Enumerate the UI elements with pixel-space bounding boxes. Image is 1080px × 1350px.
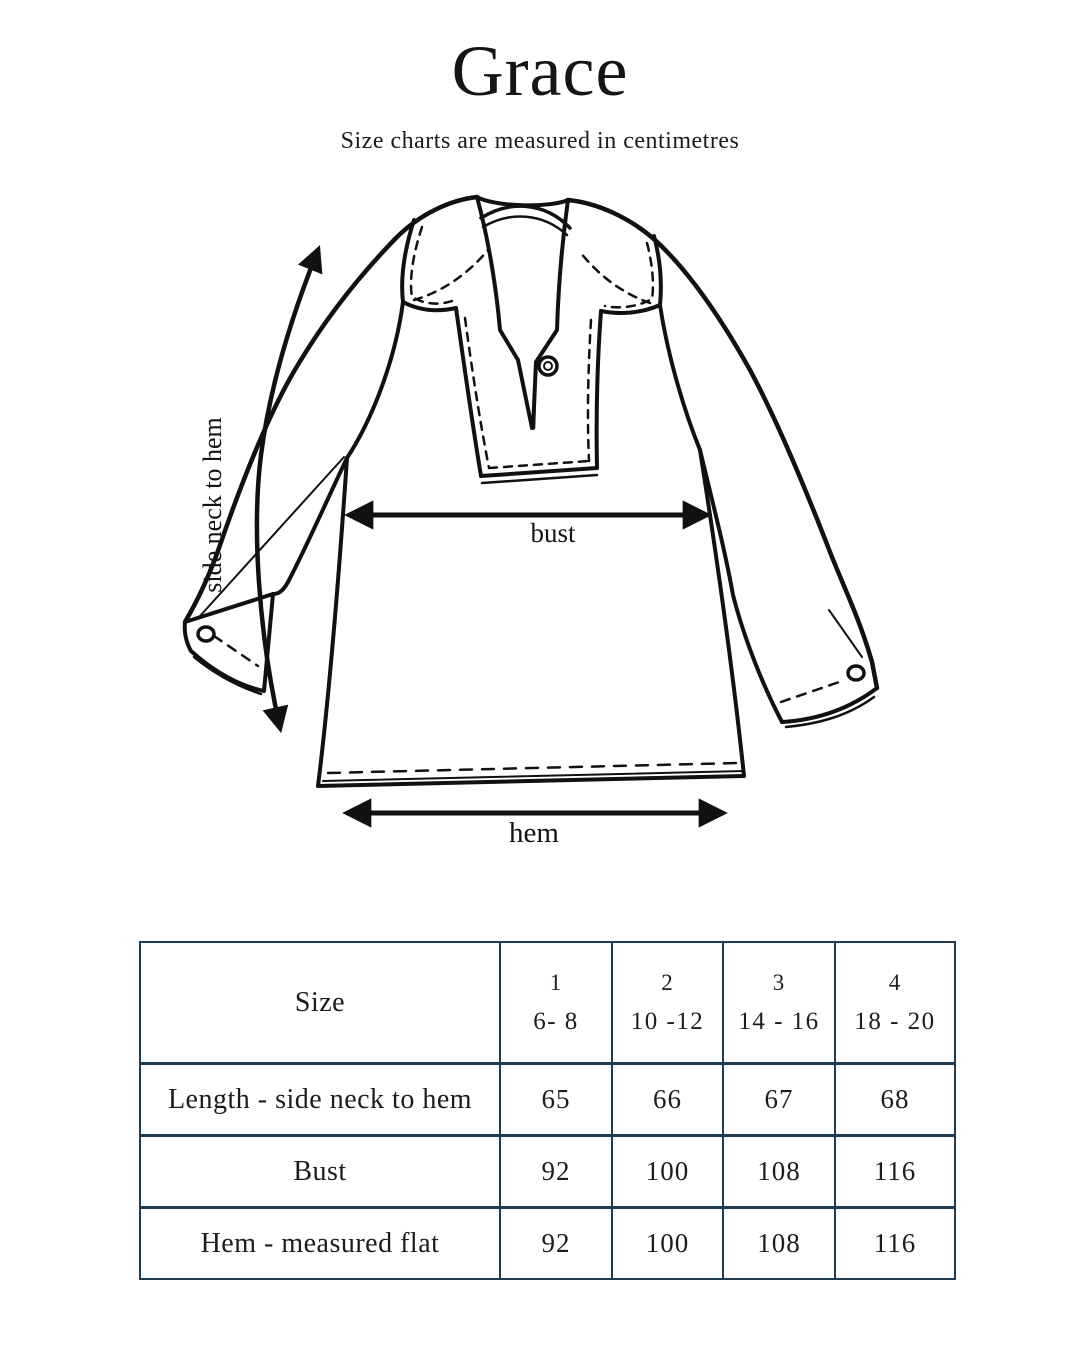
left-sleeve-inner-edge: [273, 458, 347, 594]
size-4-range: 18 - 20: [854, 1007, 936, 1035]
left-cuff-eyelet: [198, 627, 214, 641]
neckline-right: [533, 200, 568, 428]
hem-measure-label: hem: [509, 817, 559, 849]
length-size3-value: 67: [764, 1084, 794, 1114]
size-column-3: [723, 942, 835, 1064]
bust-size1-value: 92: [541, 1156, 571, 1186]
size-table-header-row: [140, 942, 955, 1064]
size-2-number: 2: [661, 969, 674, 995]
right-armhole-seam: [660, 305, 700, 450]
size-header-label: Size: [294, 986, 346, 1018]
garment-outline: [185, 197, 877, 786]
size-table: [139, 941, 956, 1280]
size-column-2: [612, 942, 723, 1064]
collar-right-shoulder-stitching: [580, 252, 650, 303]
button-loop: [539, 357, 557, 375]
bust-row-label: Bust: [293, 1155, 347, 1187]
bust-measure-label: bust: [530, 518, 576, 548]
button-loop-inner: [544, 362, 552, 370]
garment-drawing-svg: [0, 170, 1080, 870]
hem-size4-value: 116: [873, 1228, 917, 1258]
page-title: Grace: [451, 31, 629, 111]
right-cuff-stitching: [781, 680, 845, 702]
bib-right-edge: [597, 311, 601, 468]
back-collar-inner-edge: [483, 217, 567, 235]
neckline-left: [477, 197, 532, 428]
hem-stitching: [328, 763, 738, 773]
garment-diagram: [0, 170, 1080, 870]
length-measure-arrow: [257, 250, 318, 728]
size-header-cell: [140, 942, 500, 1064]
size-3-number: 3: [772, 969, 786, 995]
bib-bottom-edge: [481, 468, 597, 476]
measurement-annotations: [257, 250, 722, 813]
bust-size2-value: 100: [645, 1156, 690, 1186]
collar-right-stitching: [605, 243, 653, 307]
neckline-top-edge: [477, 197, 568, 205]
table-row-hem: [140, 1208, 955, 1280]
collar-left-stitching: [411, 227, 452, 304]
left-armhole-seam: [347, 302, 403, 458]
bust-size4-value: 116: [873, 1156, 917, 1186]
bust-size3-value: 108: [757, 1156, 801, 1186]
length-measure-label: side neck to hem: [198, 417, 227, 593]
hem-size3-value: 108: [757, 1228, 801, 1258]
table-row-length: [140, 1064, 955, 1136]
collar-left-shoulder-stitching: [414, 250, 488, 300]
hem-size1-value: 92: [541, 1228, 571, 1258]
hem-size2-value: 100: [645, 1228, 690, 1258]
bib-left-edge: [456, 308, 481, 476]
size-4-number: 4: [888, 969, 902, 995]
length-row-label: Length - side neck to hem: [167, 1083, 473, 1115]
left-cuff-stitching: [214, 636, 258, 666]
left-sleeve-outer-edge: [185, 197, 477, 622]
size-1-range: 6- 8: [533, 1007, 579, 1035]
hem-row-label: Hem - measured flat: [200, 1227, 440, 1259]
bib-stitching: [465, 318, 591, 468]
table-row-bust: [140, 1136, 955, 1208]
size-2-range: 10 -12: [630, 1007, 705, 1035]
right-cuff-eyelet: [848, 666, 864, 680]
hem-edge: [318, 776, 744, 786]
length-size4-value: 68: [880, 1084, 910, 1114]
size-3-range: 14 - 16: [738, 1007, 820, 1035]
length-size2-value: 66: [653, 1084, 682, 1114]
right-sleeve-inner-edge: [700, 450, 782, 722]
page-subtitle: Size charts are measured in centimetres: [340, 128, 740, 154]
length-size1-value: 65: [541, 1084, 571, 1114]
size-column-1: [500, 942, 612, 1064]
size-column-4: [835, 942, 955, 1064]
size-1-number: 1: [549, 969, 563, 995]
